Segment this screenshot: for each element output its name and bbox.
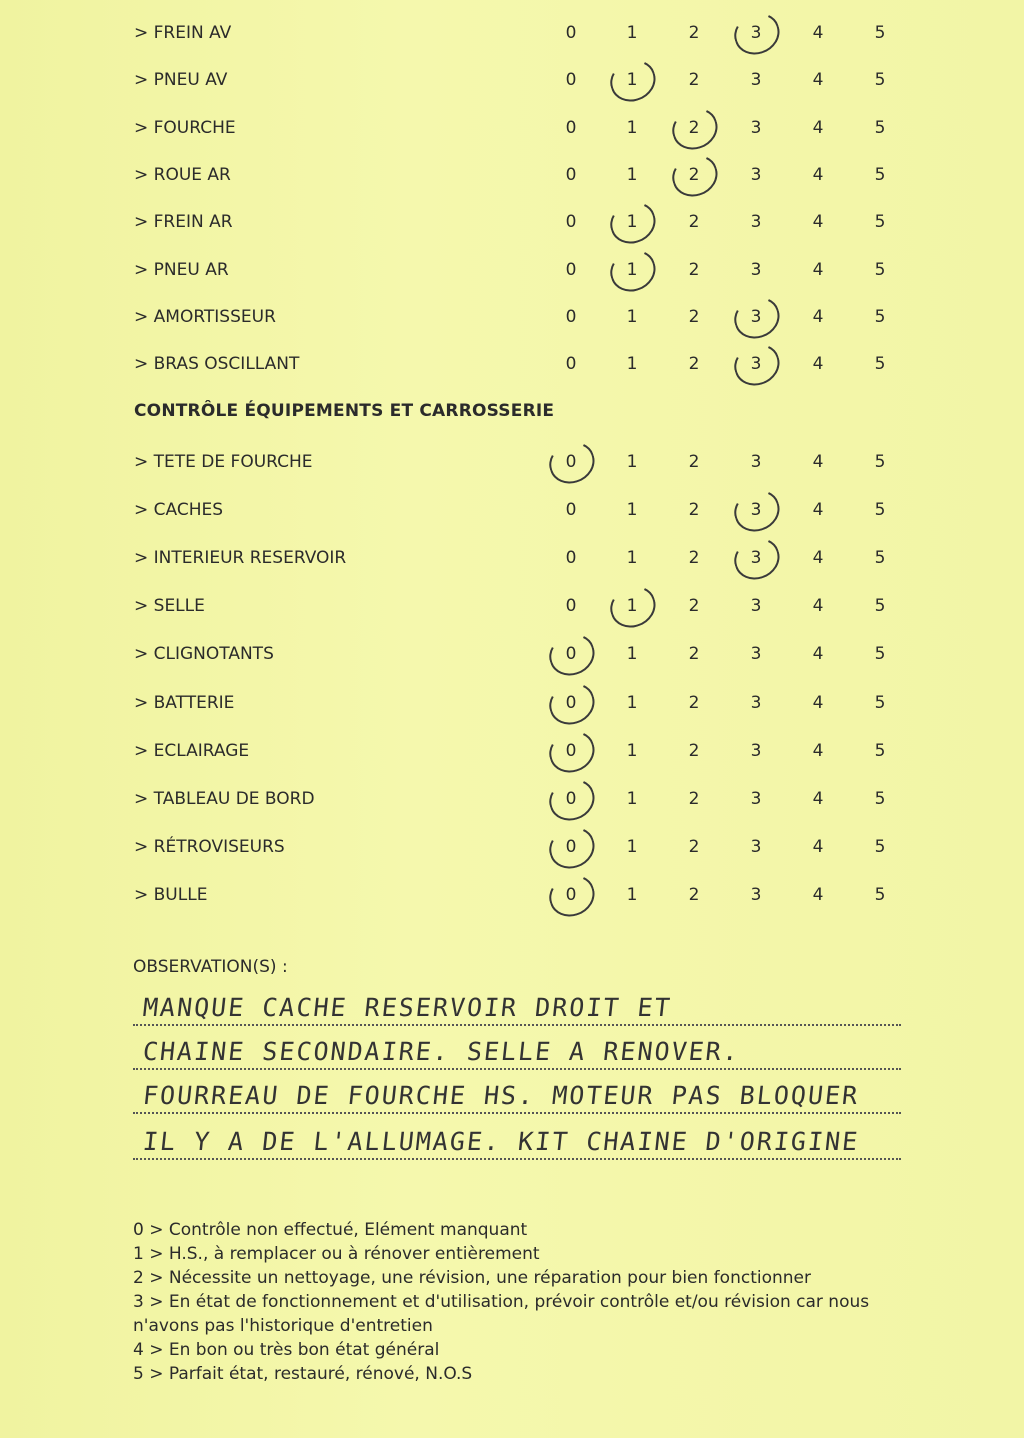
checklist-row <box>134 591 934 621</box>
score-option: 1 <box>626 259 638 280</box>
checklist-row <box>134 688 934 718</box>
score-option: 0 <box>565 596 577 617</box>
checklist-item-label: > BRAS OSCILLANT <box>134 354 300 375</box>
legend-item: n'avons pas l'historique d'entretien <box>133 1316 433 1336</box>
checklist-item-label: > SELLE <box>134 596 205 617</box>
checklist-row <box>134 160 934 190</box>
score-option: 4 <box>812 836 824 857</box>
score-option: 4 <box>812 500 824 521</box>
observation-line <box>133 1072 901 1114</box>
score-option: 3 <box>750 452 762 472</box>
score-option: 2 <box>688 452 700 472</box>
score-option: 1 <box>626 836 638 857</box>
score-option: 3 <box>750 212 762 233</box>
observation-text: IL Y A DE L'ALLUMAGE. KIT CHAINE D'ORIGINE <box>141 1127 861 1156</box>
score-option: 0 <box>565 692 577 713</box>
score-option: 3 <box>750 306 762 327</box>
score-option: 5 <box>874 692 886 713</box>
score-option: 1 <box>626 884 638 905</box>
score-option: 2 <box>688 644 700 665</box>
score-option: 5 <box>874 452 886 472</box>
checklist-item-label: > TETE DE FOURCHE <box>134 452 313 472</box>
checklist-item-label: > TABLEAU DE BORD <box>134 788 315 809</box>
score-option: 2 <box>688 788 700 809</box>
score-option: 1 <box>626 452 638 472</box>
score-option: 0 <box>565 259 577 280</box>
score-option: 3 <box>750 788 762 809</box>
score-option: 2 <box>688 259 700 280</box>
score-option: 5 <box>874 548 886 569</box>
checklist-row <box>134 880 934 910</box>
observations-title: OBSERVATION(S) : <box>133 957 288 977</box>
score-option: 0 <box>565 23 577 43</box>
checklist-row <box>134 255 934 285</box>
score-option: 1 <box>626 117 638 138</box>
score-option: 3 <box>750 644 762 665</box>
score-option: 2 <box>688 692 700 713</box>
legend-item: 1 > H.S., à remplacer ou à rénover entièrement <box>133 1244 540 1264</box>
checklist-row <box>134 784 934 814</box>
legend-item: 0 > Contrôle non effectué, Elément manquant <box>133 1220 528 1240</box>
score-option: 2 <box>688 884 700 905</box>
score-option: 0 <box>565 452 577 472</box>
score-option: 1 <box>626 644 638 665</box>
score-option: 4 <box>812 452 824 472</box>
score-option: 3 <box>750 164 762 185</box>
score-option: 1 <box>626 354 638 375</box>
checklist-row <box>134 495 934 525</box>
checklist-row <box>134 18 934 48</box>
score-option: 5 <box>874 354 886 375</box>
score-option: 5 <box>874 70 886 91</box>
score-option: 5 <box>874 596 886 617</box>
score-option: 5 <box>874 884 886 905</box>
score-option: 5 <box>874 259 886 280</box>
score-option: 4 <box>812 70 824 91</box>
score-option: 5 <box>874 500 886 521</box>
score-option: 0 <box>565 884 577 905</box>
checklist-item-label: > BULLE <box>134 884 208 905</box>
score-option: 3 <box>750 23 762 43</box>
score-option: 1 <box>626 70 638 91</box>
score-option: 0 <box>565 164 577 185</box>
score-option: 4 <box>812 164 824 185</box>
score-option: 3 <box>750 884 762 905</box>
score-option: 4 <box>812 788 824 809</box>
checklist-row <box>134 65 934 95</box>
score-option: 3 <box>750 692 762 713</box>
score-option: 1 <box>626 306 638 327</box>
score-option: 4 <box>812 23 824 43</box>
score-option: 3 <box>750 836 762 857</box>
observation-line <box>133 1118 901 1160</box>
checklist-item-label: > FREIN AR <box>134 212 233 233</box>
checklist-row <box>134 832 934 862</box>
score-option: 1 <box>626 692 638 713</box>
score-option: 4 <box>812 117 824 138</box>
checklist-row <box>134 639 934 669</box>
score-option: 2 <box>688 548 700 569</box>
score-option: 2 <box>688 596 700 617</box>
score-option: 1 <box>626 500 638 521</box>
score-option: 5 <box>874 740 886 761</box>
score-option: 1 <box>626 23 638 43</box>
score-option: 4 <box>812 596 824 617</box>
checklist-item-label: > RÉTROVISEURS <box>134 836 285 857</box>
checklist-item-label: > PNEU AV <box>134 70 228 91</box>
score-option: 5 <box>874 644 886 665</box>
score-option: 0 <box>565 836 577 857</box>
score-option: 0 <box>565 70 577 91</box>
score-option: 0 <box>565 306 577 327</box>
observation-line <box>133 984 901 1026</box>
score-option: 2 <box>688 23 700 43</box>
legend-item: 4 > En bon ou très bon état général <box>133 1340 440 1360</box>
score-option: 4 <box>812 740 824 761</box>
checklist-row <box>134 113 934 143</box>
score-option: 0 <box>565 117 577 138</box>
score-option: 4 <box>812 644 824 665</box>
observation-text: MANQUE CACHE RESERVOIR DROIT ET <box>141 993 674 1022</box>
checklist-item-label: > CACHES <box>134 500 224 521</box>
score-option: 5 <box>874 836 886 857</box>
checklist-item-label: > FREIN AV <box>134 23 232 43</box>
checklist-item-label: > ROUE AR <box>134 164 231 185</box>
score-option: 2 <box>688 306 700 327</box>
score-option: 3 <box>750 548 762 569</box>
score-option: 2 <box>688 117 700 138</box>
observation-text: FOURREAU DE FOURCHE HS. MOTEUR PAS BLOQUER <box>141 1081 861 1110</box>
score-option: 2 <box>688 740 700 761</box>
score-option: 2 <box>688 354 700 375</box>
score-option: 3 <box>750 354 762 375</box>
score-option: 0 <box>565 548 577 569</box>
legend-item: 2 > Nécessite un nettoyage, une révision, une réparation pour bien fonctionner <box>133 1268 811 1288</box>
checklist-row <box>134 736 934 766</box>
score-option: 5 <box>874 23 886 43</box>
score-option: 2 <box>688 70 700 91</box>
score-option: 3 <box>750 596 762 617</box>
score-option: 2 <box>688 500 700 521</box>
score-option: 4 <box>812 306 824 327</box>
observation-text: CHAINE SECONDAIRE. SELLE A RENOVER. <box>141 1037 742 1066</box>
checklist-row <box>134 207 934 237</box>
score-option: 1 <box>626 212 638 233</box>
score-option: 0 <box>565 644 577 665</box>
score-option: 3 <box>750 70 762 91</box>
score-option: 4 <box>812 212 824 233</box>
score-option: 0 <box>565 788 577 809</box>
score-option: 3 <box>750 117 762 138</box>
checklist-item-label: > INTERIEUR RESERVOIR <box>134 548 347 569</box>
score-option: 2 <box>688 836 700 857</box>
score-option: 5 <box>874 212 886 233</box>
score-option: 2 <box>688 212 700 233</box>
score-option: 0 <box>565 500 577 521</box>
legend-item: 5 > Parfait état, restauré, rénové, N.O.S <box>133 1364 473 1384</box>
checklist-item-label: > ECLAIRAGE <box>134 740 250 761</box>
score-option: 0 <box>565 354 577 375</box>
score-option: 5 <box>874 788 886 809</box>
checklist-item-label: > PNEU AR <box>134 259 229 280</box>
score-option: 1 <box>626 788 638 809</box>
score-option: 5 <box>874 164 886 185</box>
score-option: 3 <box>750 740 762 761</box>
checklist-item-label: > BATTERIE <box>134 692 235 713</box>
checklist-item-label: > CLIGNOTANTS <box>134 644 274 665</box>
checklist-item-label: > AMORTISSEUR <box>134 306 276 327</box>
score-option: 0 <box>565 212 577 233</box>
legend-item: 3 > En état de fonctionnement et d'utilisation, prévoir contrôle et/ou révision car nous <box>133 1292 870 1312</box>
score-option: 1 <box>626 596 638 617</box>
checklist-item-label: > FOURCHE <box>134 117 236 138</box>
checklist-row <box>134 349 934 379</box>
score-option: 1 <box>626 740 638 761</box>
score-option: 4 <box>812 354 824 375</box>
score-option: 0 <box>565 740 577 761</box>
checklist-row <box>134 302 934 332</box>
score-option: 1 <box>626 164 638 185</box>
checklist-row <box>134 447 934 477</box>
score-option: 4 <box>812 884 824 905</box>
score-option: 3 <box>750 500 762 521</box>
score-option: 4 <box>812 692 824 713</box>
score-option: 5 <box>874 117 886 138</box>
score-option: 3 <box>750 259 762 280</box>
observation-line <box>133 1028 901 1070</box>
score-option: 1 <box>626 548 638 569</box>
score-option: 2 <box>688 164 700 185</box>
checklist-row <box>134 543 934 573</box>
score-option: 5 <box>874 306 886 327</box>
section-title: CONTRÔLE ÉQUIPEMENTS ET CARROSSERIE <box>134 401 555 421</box>
rating-legend <box>133 1218 893 1386</box>
score-option: 4 <box>812 548 824 569</box>
score-option: 4 <box>812 259 824 280</box>
